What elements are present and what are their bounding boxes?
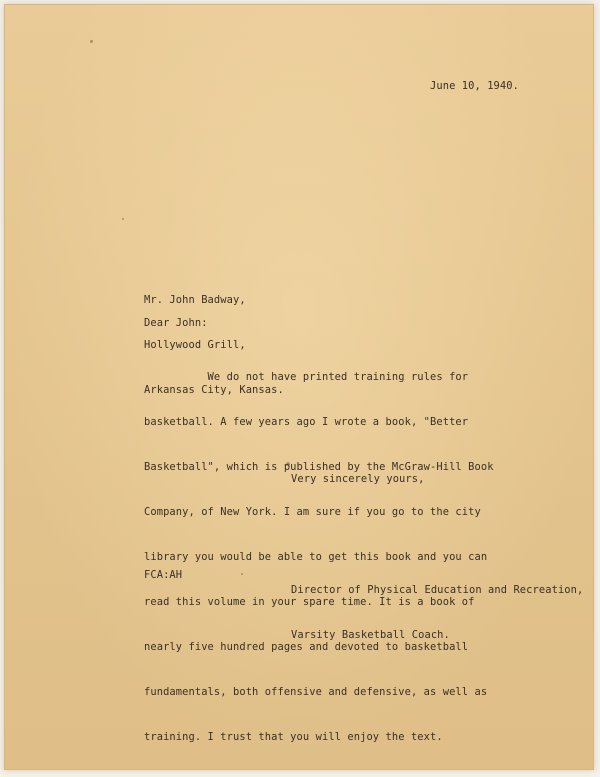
signature-block	[291, 553, 583, 673]
reference-initials: FCA:AH	[144, 569, 183, 581]
body-line: basketball. A few years ago I wrote a book, "Better	[144, 416, 469, 428]
body-line: training. I trust that you will enjoy the text.	[144, 731, 443, 743]
body-line: nearly five hundred pages and devoted to basketball	[144, 641, 469, 653]
body-line: read this volume in your spare time. It is a book of	[144, 596, 475, 608]
recipient-line: Mr. John Badway,	[144, 294, 246, 306]
body-line: We do not have printed training rules for	[144, 371, 469, 383]
letter-date: June 10, 1940.	[430, 80, 519, 92]
body-line: fundamentals, both offensive and defensive, as well as	[144, 686, 488, 698]
body-line: Company, of New York. I am sure if you go to the city	[144, 506, 481, 518]
closing: Very sincerely yours,	[291, 473, 425, 485]
paper-mark	[122, 218, 124, 220]
body-line: Basketball", which is published by the McGraw-Hill Book	[144, 461, 494, 473]
body-line: library you would be able to get this book and you can	[144, 551, 488, 563]
signature-line: Varsity Basketball Coach.	[291, 629, 450, 641]
recipient-line: Hollywood Grill,	[144, 339, 246, 351]
recipient-line: Arkansas City, Kansas.	[144, 384, 284, 396]
letter-page	[4, 4, 594, 770]
signature-line: Director of Physical Education and Recreation,	[291, 584, 584, 596]
salutation: Dear John:	[144, 317, 208, 329]
paper-mark	[90, 40, 93, 43]
